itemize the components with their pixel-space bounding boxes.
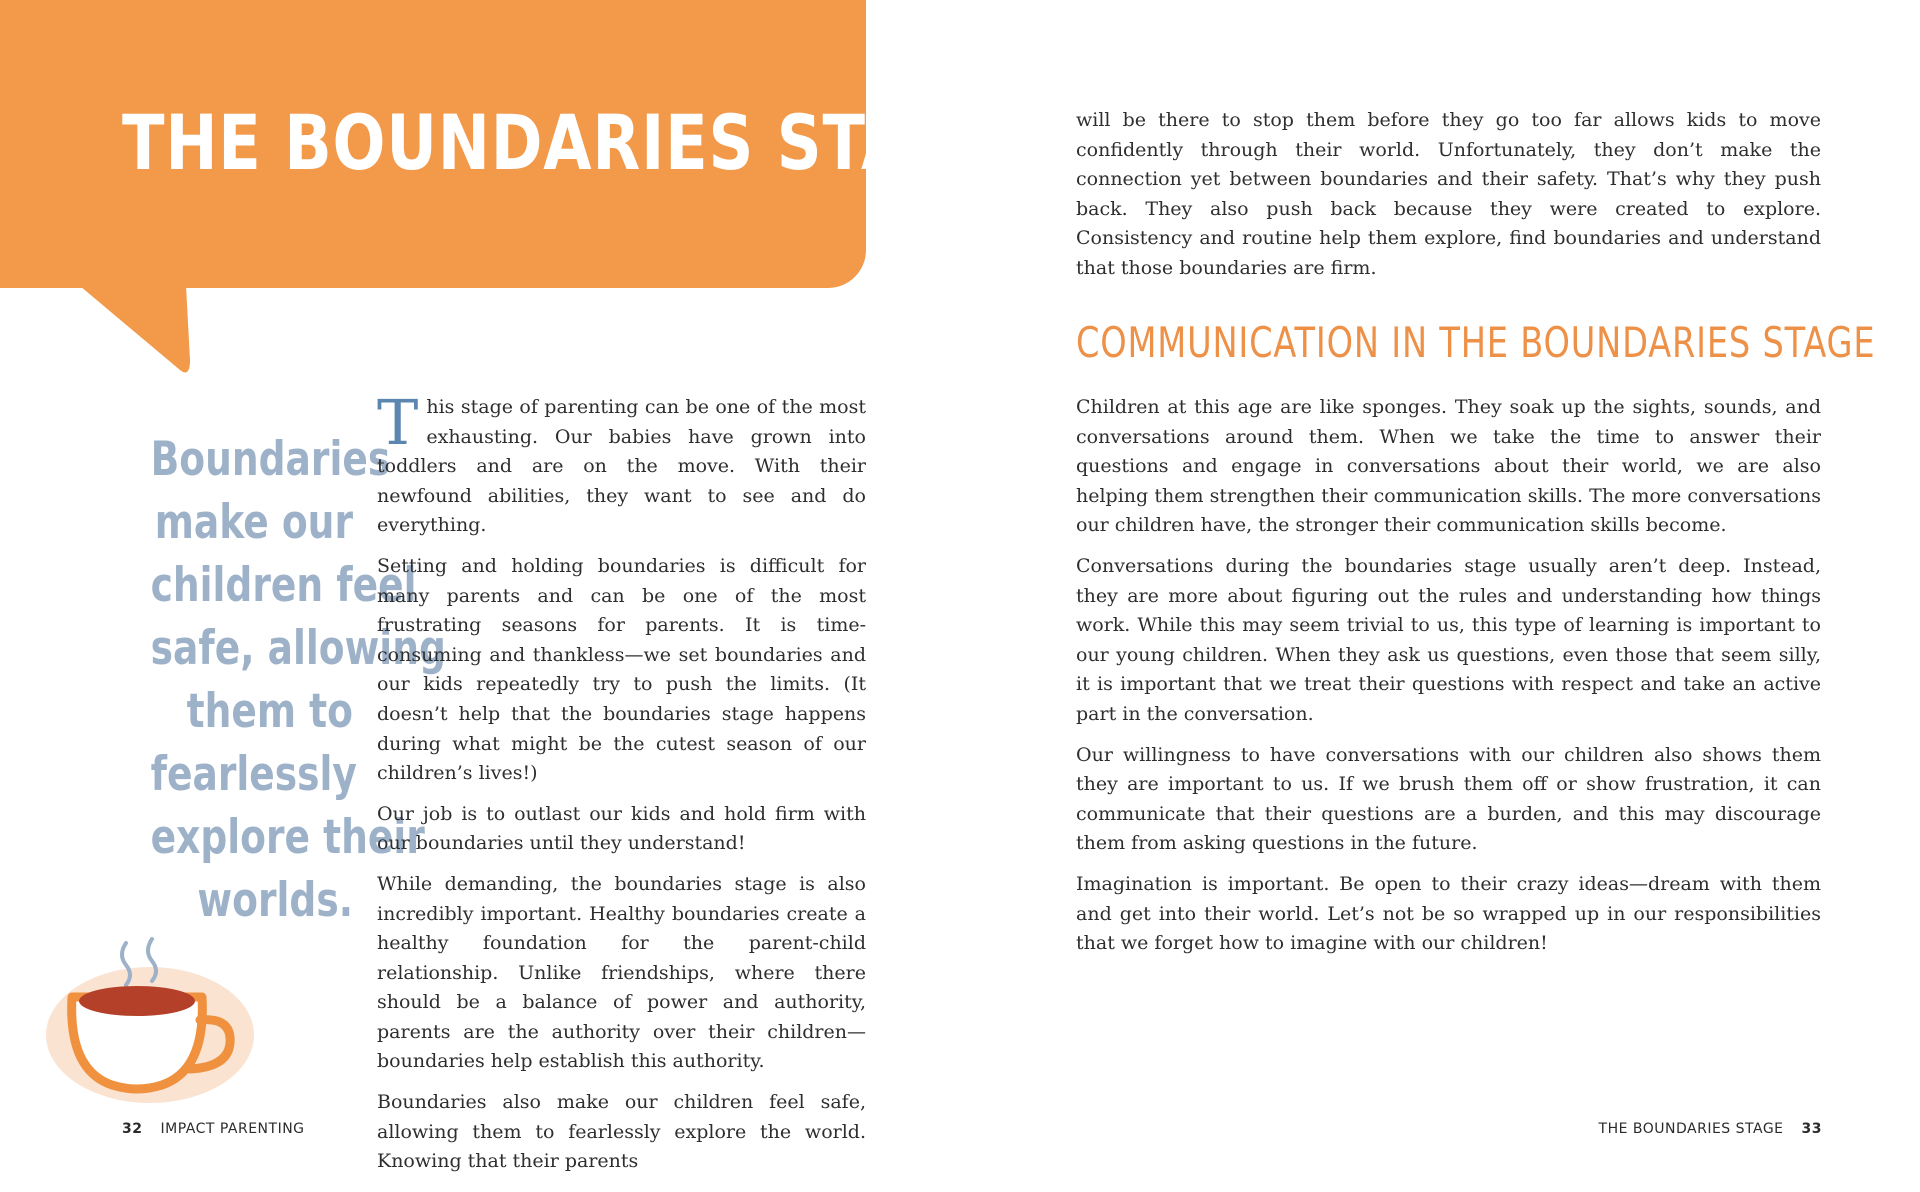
- pull-quote-line: children feel: [150, 558, 417, 613]
- page-number: 33: [1801, 1121, 1822, 1137]
- paragraph: Boundaries also make our children feel safe, allowing them to fearlessly explore the world. Knowing that their parents: [377, 1091, 866, 1173]
- paragraph: While demanding, the boundaries stage is also incredibly important. Healthy boundaries create a healthy foundation for the parent-child relationship. Unlike friendships, where there should be a balance of power and authority, parents are the authority over their children—boundaries help establish this authority.: [377, 872, 866, 1073]
- paragraph: will be there to stop them before they go too far allows kids to move confidently through their world. Unfortunately, they don’t make the connection yet between boundaries and their safety. That’s why they push back. They also push back because they were created to explore. Consistency and routine help them explore, find boundaries and understand that those boundaries are firm.: [1076, 109, 1821, 279]
- section-heading: COMMUNICATION IN THE BOUNDARIES STAGE: [1076, 318, 1876, 367]
- left-footer: [122, 1121, 305, 1137]
- running-chapter-title: THE BOUNDARIES STAGE: [1598, 1121, 1784, 1137]
- pull-quote-line: Boundaries: [150, 432, 391, 487]
- paragraph: Imagination is important. Be open to their crazy ideas—dream with them and get into their world. Let’s not be so wrapped up in our responsibilities that we forget how to imagine with our children!: [1076, 872, 1821, 955]
- chapter-title: THE BOUNDARIES STAGE: [122, 98, 1006, 187]
- paragraph: [377, 386, 866, 541]
- paragraph: Our job is to outlast our kids and hold firm with our boundaries until they understand!: [377, 802, 866, 855]
- pull-quote-line: safe, allowing: [150, 621, 446, 676]
- paragraph: Our willingness to have conversations with our children also shows them they are important to us. If we brush them off or show frustration, it can communicate that their questions are a burden, and this may discourage them from asking questions in the future.: [1076, 743, 1821, 855]
- pull-quote-line: explore their: [150, 810, 425, 865]
- pull-quote: [100, 428, 446, 932]
- paragraph: Conversations during the boundaries stage usually aren’t deep. Instead, they are more about figuring out the rules and understanding how things work. While this may seem trivial to us, this type of learning is important to our young children. When they ask us questions, even those that seem silly, it is important that we treat their questions with respect and take an active part in the conversation.: [1076, 554, 1821, 725]
- book-title: IMPACT PARENTING: [160, 1121, 305, 1137]
- continued-text: [1076, 106, 1821, 295]
- right-footer: [1599, 1121, 1822, 1137]
- pull-quote-line: them to: [186, 684, 353, 739]
- pull-quote-line: make our: [154, 495, 353, 550]
- drop-cap: T: [377, 386, 419, 459]
- paragraph: Setting and holding boundaries is difficult for many parents and can be one of the most frustrating seasons for parents. It is time-consuming and thankless—we set boundaries and our kids repeatedly try to push the limits. (It doesn’t help that the boundaries stage happens during what might be the cutest season of our children’s lives!): [377, 554, 866, 785]
- pull-quote-line: fearlessly: [150, 747, 357, 802]
- left-body-text: [377, 386, 866, 1188]
- coffee-cup-icon: [42, 935, 262, 1105]
- paragraph: Children at this age are like sponges. They soak up the sights, sounds, and conversations around them. When we take the time to answer their questions and engage in conversations about their world, we are also helping them strengthen their communication skills. The more conversations our children have, the stronger their communication skills become.: [1076, 396, 1821, 537]
- pull-quote-line: worlds.: [197, 873, 353, 928]
- page-number: 32: [122, 1121, 143, 1137]
- right-body-text: [1076, 393, 1821, 970]
- paragraph-text: his stage of parenting can be one of the most exhausting. Our babies have grown into toddlers and are on the move. With their newfound abilities, they want to see and do everything.: [377, 396, 866, 537]
